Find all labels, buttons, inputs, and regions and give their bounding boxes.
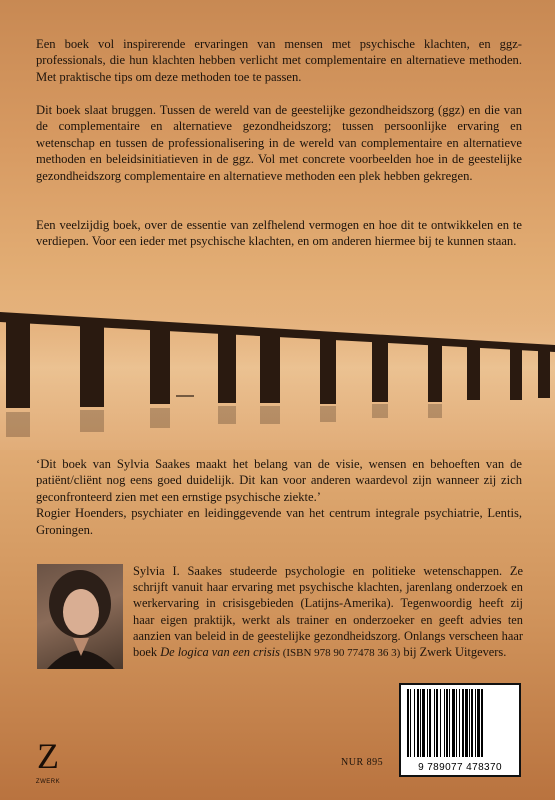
author-book-isbn: (ISBN 978 90 77478 36 3) — [279, 647, 401, 660]
summary-paragraph: Een veelzijdig boek, over de essentie van zelfhelend vermogen en hoe dit te ontwikkelen en te verdiepen. Voor een ieder met psychische klachten, en om anderen hiermee bij te kunnen staan. — [36, 218, 522, 249]
publisher-logo — [34, 735, 62, 785]
author-photo — [37, 564, 123, 669]
endorsement-quote: ‘Dit boek van Sylvia Saakes maakt het belang van de visie, wensen en behoeften van de patiënt/cliënt nog eens goed duidelijk. Dit kan voor anderen waardevol zijn wanneer zij zich geconfronteerd zien met een ernstige psychische ziekte.’ — [36, 457, 522, 504]
bridges-paragraph: Dit boek slaat bruggen. Tussen de wereld van de geestelijke gezondheidszorg (ggz) en die van de complementaire en alternatieve gezondheidszorg; tussen persoonlijke ervaring en wetenschap en tussen de professionalisering in de wereld van complementaire en alternatieve methoden en beleidsinitiatieven in de ggz. Vol met concrete voorbeelden hoe in de geestelijke gezondheidszorg complementaire en alternatieve methoden een plek hebben gekregen. — [36, 103, 522, 183]
author-bio-text: Sylvia I. Saakes studeerde psychologie en politieke wetenschappen. Ze schrijft vanuit haar ervaring met psychische klachten, jarenlang onderzoek en werkervaring in crisisgebieden (Latijns-Amerika). Tegenwoordig heeft zij haar eigen praktijk, werkt als trainer en onderzoeker en geeft advies ten aanzien van beleid in de geestelijke gezondheidszorg. Onlangs verscheen haar boek — [133, 564, 523, 660]
author-book-title: De logica van een crisis — [160, 645, 280, 660]
barcode-bars — [403, 689, 517, 761]
zwerk-z-mark — [34, 735, 62, 775]
barcode-number: 9 789077 478370 — [418, 762, 502, 773]
bridge-photo — [0, 300, 555, 450]
author-bio — [133, 563, 523, 661]
isbn-barcode — [399, 683, 521, 777]
endorsement-attribution: Rogier Hoenders, psychiater en leidinggevende van het centrum integrale psychiatrie, Lentis, Groningen. — [36, 506, 522, 537]
intro-paragraph: Een boek vol inspirerende ervaringen van mensen met psychische klachten, en ggz-professionals, die hun klachten hebben verlicht met complementaire en alternatieve methoden. Met praktische tips om deze methoden toe te passen. — [36, 37, 522, 84]
author-bio-end: bij Zwerk Uitgevers. — [400, 645, 507, 660]
nur-code: NUR 895 — [341, 757, 384, 768]
endorsement-block — [36, 456, 522, 538]
publisher-name: ZWERK — [35, 779, 61, 785]
svg-text:Z: Z — [37, 736, 59, 775]
